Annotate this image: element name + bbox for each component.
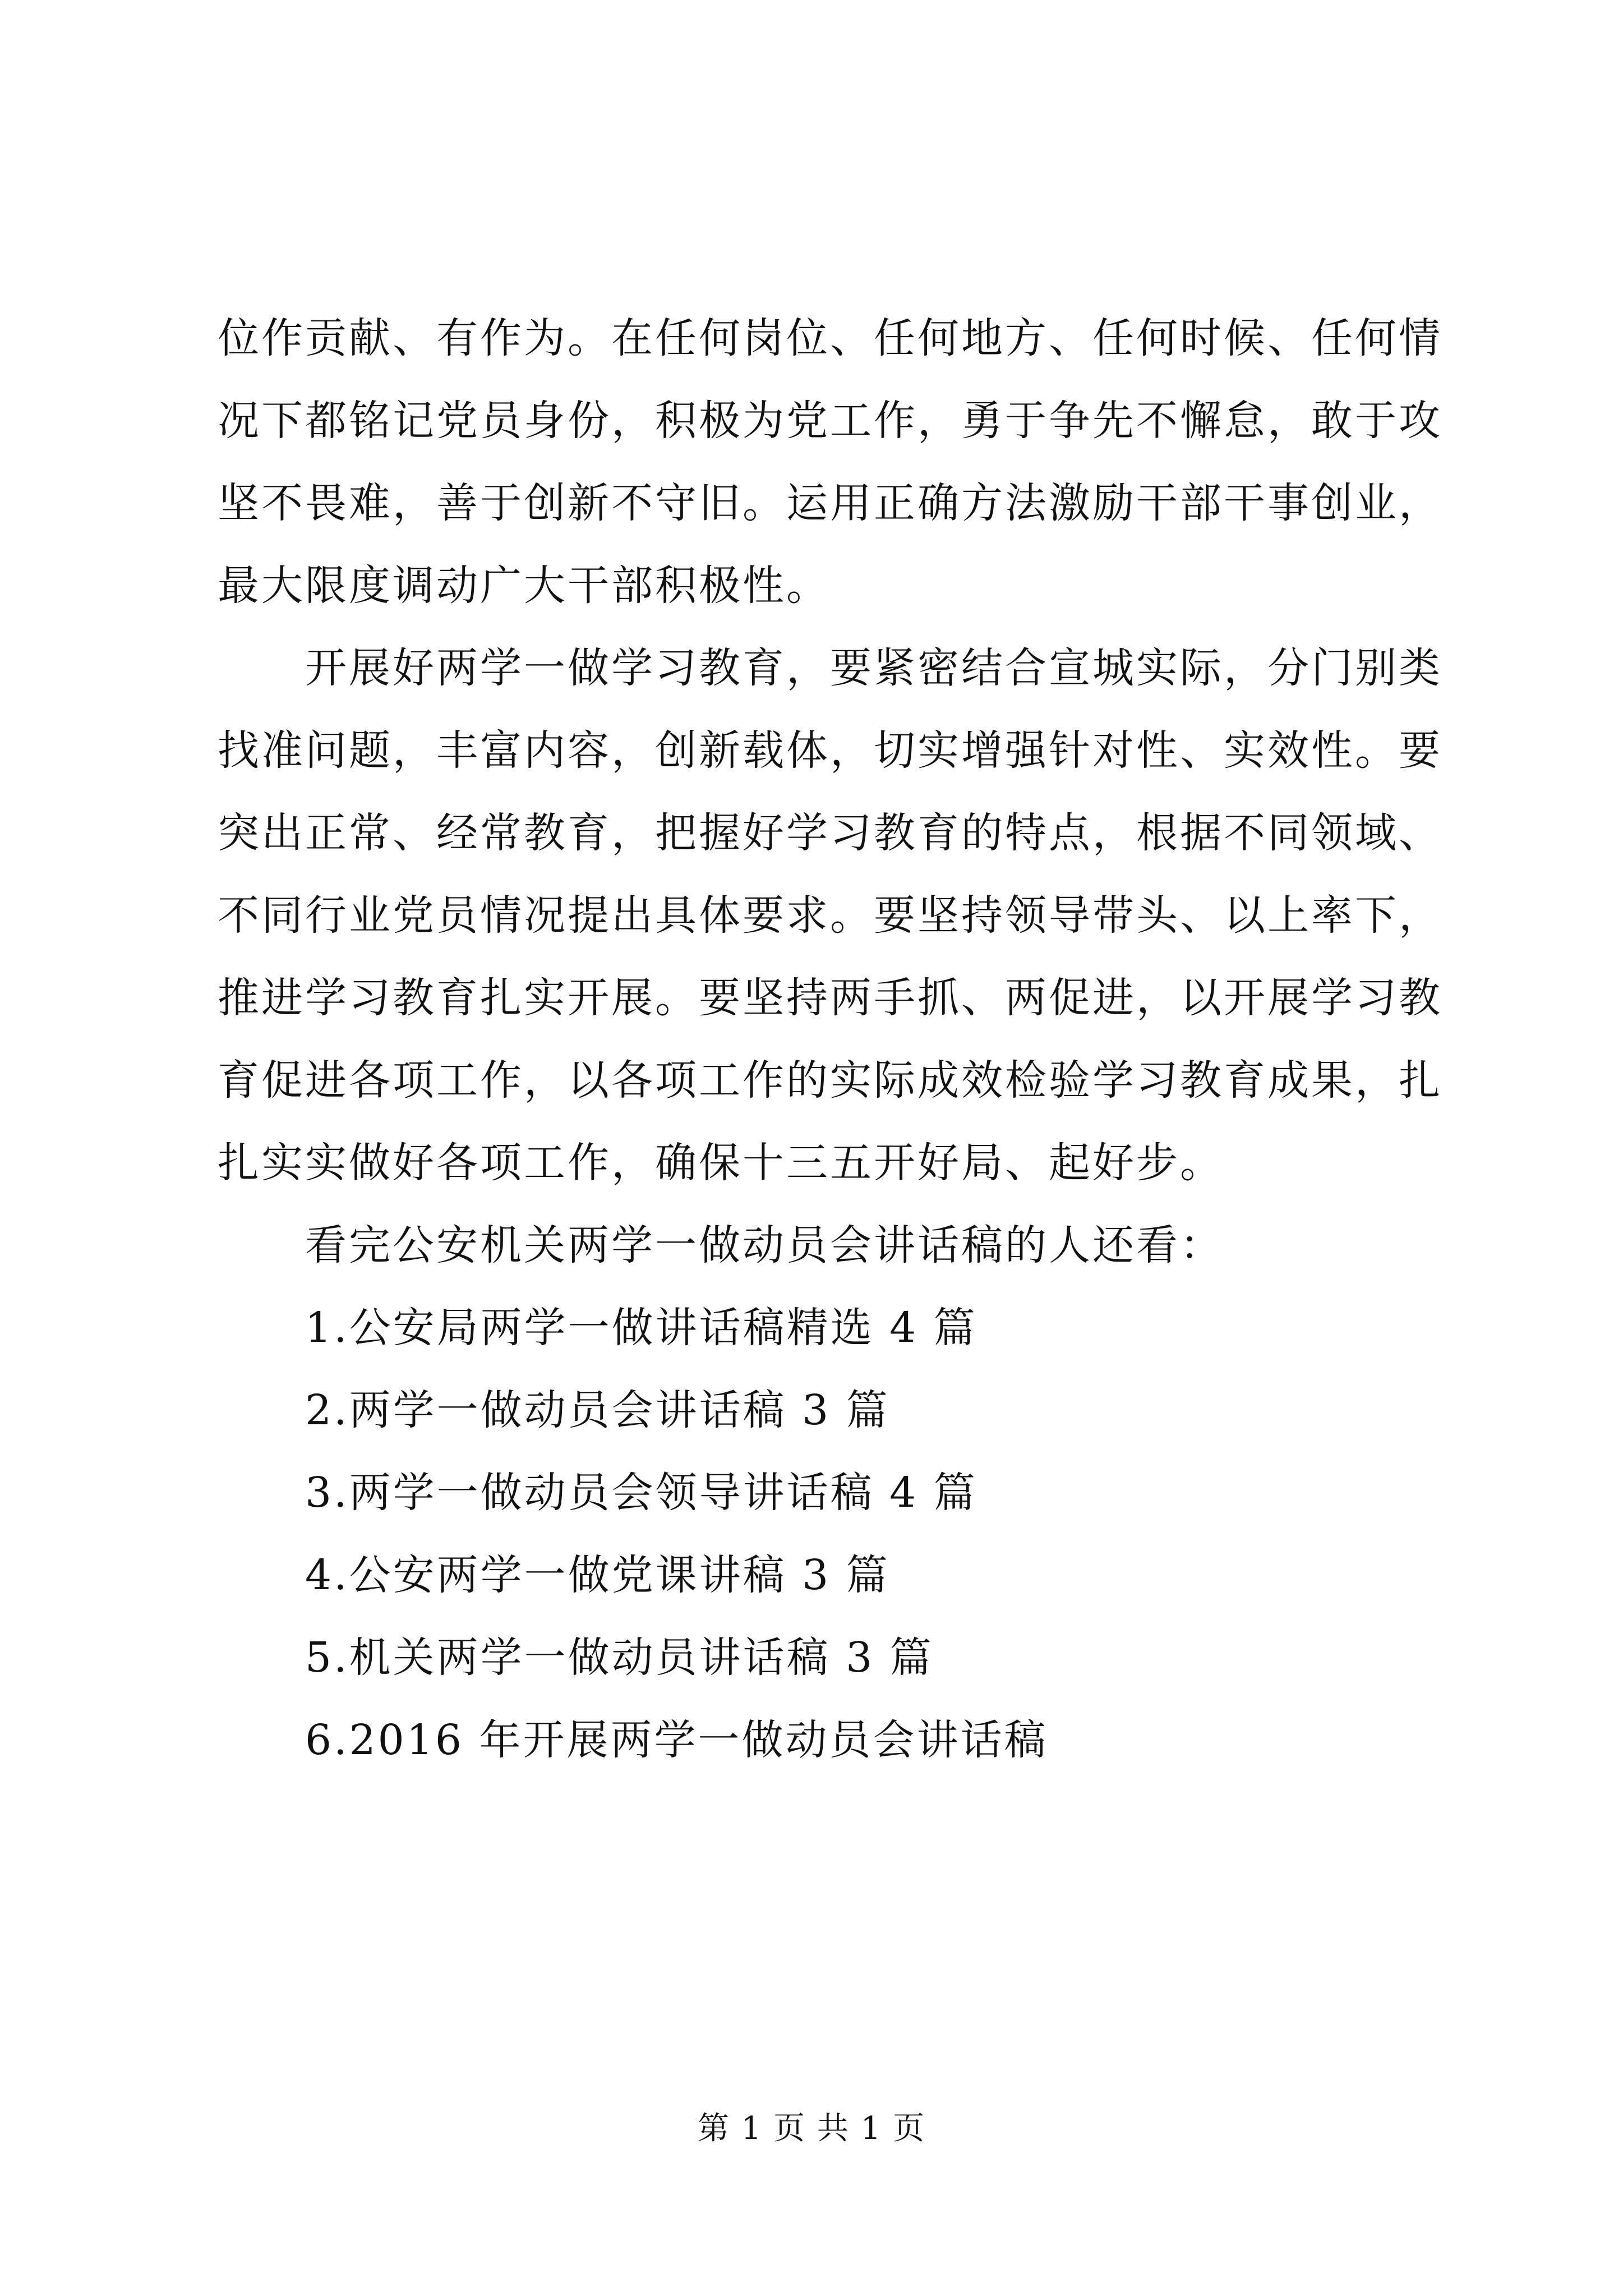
related-reading-item[interactable]: 4.公安两学一做党课讲稿 3 篇 [305, 1551, 890, 1599]
related-reading-item[interactable]: 2.两学一做动员会讲话稿 3 篇 [305, 1386, 890, 1434]
related-reading-item[interactable]: 5.机关两学一做动员讲话稿 3 篇 [305, 1634, 934, 1682]
related-reading-list [218, 1287, 1446, 1782]
related-reading-item[interactable]: 6.2016 年开展两学一做动员会讲话稿 [305, 1716, 1048, 1764]
related-reading-heading: 看完公安机关两学一做动员会讲话稿的人还看： [305, 1221, 1224, 1269]
body-paragraph: 开展好两学一做学习教育，要紧密结合宣城实际，分门别类找准问题，丰富内容，创新载体，切实增强针对性、实效性。要突出正常、经常教育，把握好学习教育的特点，根据不同领域、不同行业党员情况提出具体要求。要坚持领导带头、以上率下，推进学习教育扎实开展。要坚持两手抓、两促进，以开展学习教育促进各项工作，以各项工作的实际成效检验学习教育成果，扎扎实实做好各项工作，确保十三五开好局、起好步。 [218, 644, 1442, 1187]
body-paragraph: 位作贡献、有作为。在任何岗位、任何地方、任何时候、任何情况下都铭记党员身份，积极为党工作，勇于争先不懈怠，敢于攻坚不畏难，善于创新不守旧。运用正确方法激励干部干事创业，最大限度调动广大干部积极性。 [218, 314, 1442, 610]
related-reading-item[interactable]: 3.两学一做动员会领导讲话稿 4 篇 [305, 1469, 978, 1517]
document-body [218, 297, 1446, 1782]
page-number-footer: 第 1 页 共 1 页 [697, 2110, 926, 2147]
related-reading-item[interactable]: 1.公安局两学一做讲话稿精选 4 篇 [305, 1304, 978, 1352]
